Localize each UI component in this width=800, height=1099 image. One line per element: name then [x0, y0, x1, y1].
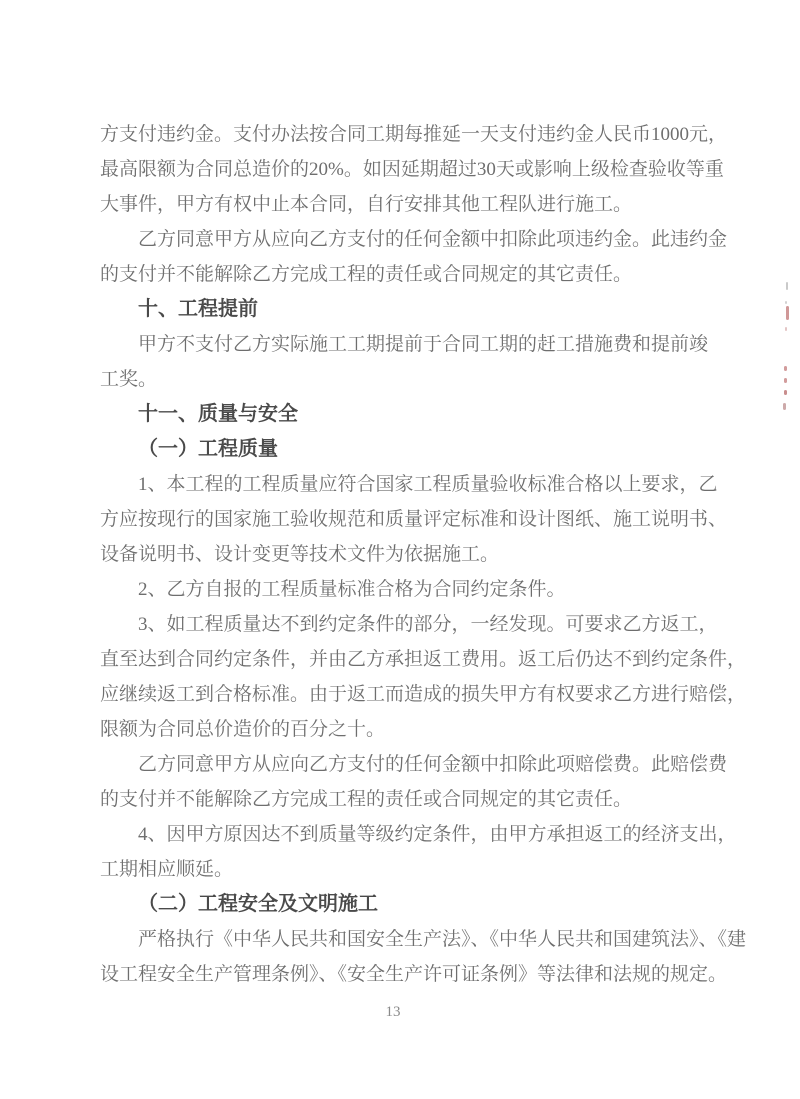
page-number: 13	[385, 1004, 401, 1020]
text-line: 乙方同意甲方从应向乙方支付的任何金额中扣除此项违约金。此违约金	[138, 229, 728, 250]
contract-text-block	[100, 117, 747, 992]
text-line: 2、乙方自报的工程质量标准合格为合同约定条件。	[138, 579, 566, 600]
text-line: 工奖。	[100, 369, 158, 390]
scan-artifact-mark	[783, 403, 786, 410]
heading-line: （一）工程质量	[138, 438, 278, 460]
text-line: 大事件，甲方有权中止本合同，自行安排其他工程队进行施工。	[100, 194, 633, 215]
text-line: 严格执行《中华人民共和国安全生产法》、《中华人民共和国建筑法》、《建	[138, 929, 747, 950]
scan-artifact-mark	[785, 327, 787, 331]
scan-artifact-mark	[784, 378, 787, 383]
text-line: 甲方不支付乙方实际施工工期提前于合同工期的赶工措施费和提前竣	[138, 334, 709, 355]
scan-artifact-mark	[784, 366, 787, 371]
text-line: 工期相应顺延。	[100, 859, 234, 880]
heading-line: 十、工程提前	[138, 298, 258, 320]
text-line: 最高限额为合同总造价的20%。如因延期超过30天或影响上级检查验收等重	[100, 159, 724, 180]
text-line: 限额为合同总价造价的百分之十。	[100, 719, 386, 740]
text-line: 1、本工程的工程质量应符合国家工程质量验收标准合格以上要求，乙	[138, 474, 718, 495]
text-line: 设工程安全生产管理条例》、《安全生产许可证条例》等法律和法规的规定。	[100, 964, 728, 985]
text-line: 乙方同意甲方从应向乙方支付的任何金额中扣除此项赔偿费。此赔偿费	[138, 754, 728, 775]
scan-artifact-mark	[786, 282, 788, 290]
text-line: 直至达到合同约定条件，并由乙方承担返工费用。返工后仍达不到约定条件，	[100, 649, 747, 670]
text-line: 4、因甲方原因达不到质量等级约定条件，由甲方承担返工的经济支出，	[138, 824, 737, 845]
text-line: 方支付违约金。支付办法按合同工期每推延一天支付违约金人民币1000元，	[100, 124, 728, 145]
scan-artifact-mark	[786, 306, 789, 320]
text-line: 的支付并不能解除乙方完成工程的责任或合同规定的其它责任。	[100, 789, 633, 810]
text-line: 应继续返工到合格标准。由于返工而造成的损失甲方有权要求乙方进行赔偿，	[100, 684, 747, 705]
text-line: 3、如工程质量达不到约定条件的部分，一经发现。可要求乙方返工，	[138, 614, 718, 635]
heading-line: （二）工程安全及文明施工	[138, 893, 378, 915]
scan-artifact-mark	[785, 301, 787, 304]
text-line: 的支付并不能解除乙方完成工程的责任或合同规定的其它责任。	[100, 264, 633, 285]
heading-line: 十一、质量与安全	[138, 403, 298, 425]
text-line: 设备说明书、设计变更等技术文件为依据施工。	[100, 544, 500, 565]
scan-artifact-mark	[784, 390, 787, 395]
text-line: 方应按现行的国家施工验收规范和质量评定标准和设计图纸、施工说明书、	[100, 509, 728, 530]
